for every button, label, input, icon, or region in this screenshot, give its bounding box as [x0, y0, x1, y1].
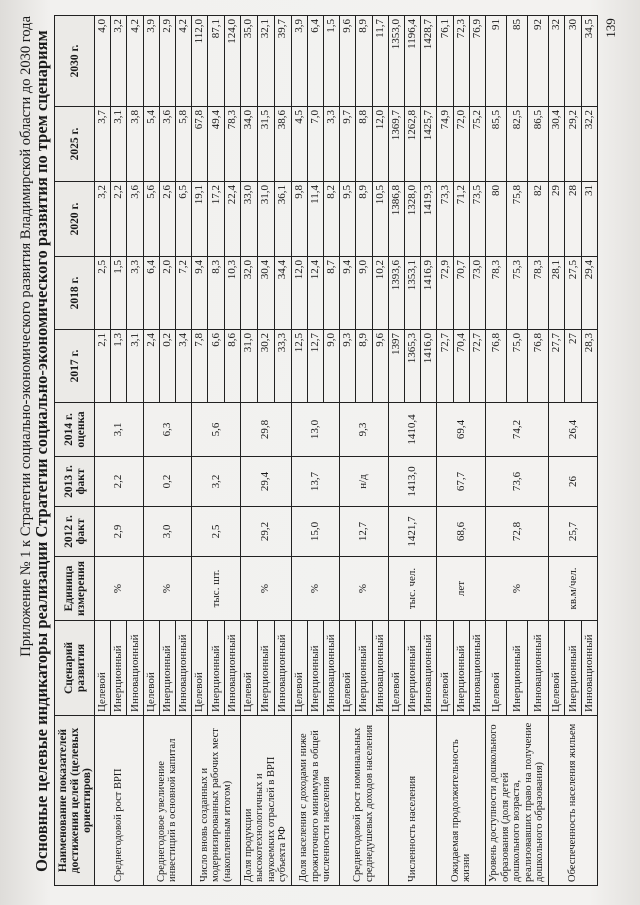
value-2025: 3,8	[127, 107, 143, 182]
unit-cell: %	[143, 557, 192, 621]
value-2014: 5,6	[192, 403, 241, 457]
value-2030: 34,5	[581, 16, 597, 107]
value-2030: 35,0	[240, 16, 257, 107]
value-2020: 31	[581, 182, 597, 257]
value-2025: 74,9	[437, 107, 453, 182]
unit-cell: кв.м/чел.	[549, 557, 598, 621]
value-2017: 75,0	[507, 330, 528, 403]
value-2030: 1428,7	[421, 16, 437, 107]
value-2030: 2,9	[159, 16, 175, 107]
value-2020: 33,0	[240, 182, 257, 257]
value-2025: 31,5	[257, 107, 274, 182]
value-2012: 15,0	[291, 507, 340, 557]
value-2030: 91	[486, 16, 507, 107]
table-row	[192, 16, 208, 886]
value-2020: 82	[528, 182, 549, 257]
value-2013: н/д	[340, 457, 389, 507]
value-2025: 67,8	[192, 107, 208, 182]
value-2014: 13,0	[291, 403, 340, 457]
value-2017: 9,0	[323, 330, 339, 403]
value-2030: 112,0	[192, 16, 208, 107]
value-2020: 8,2	[323, 182, 339, 257]
value-2018: 6,4	[143, 257, 159, 330]
value-2018: 30,4	[257, 257, 274, 330]
unit-cell: %	[340, 557, 389, 621]
value-2017: 9,6	[372, 330, 388, 403]
value-2025: 75,2	[469, 107, 485, 182]
value-2018: 73,0	[469, 257, 485, 330]
scenario-name: Целевой	[437, 621, 453, 716]
scenario-name: Целевой	[192, 621, 208, 716]
value-2025: 29,2	[565, 107, 581, 182]
value-2030: 124,0	[224, 16, 240, 107]
value-2025: 82,5	[507, 107, 528, 182]
value-2017: 8,6	[224, 330, 240, 403]
value-2025: 38,6	[274, 107, 291, 182]
indicator-name: Численность населения	[388, 716, 437, 886]
value-2025: 5,8	[176, 107, 192, 182]
scenario-name: Целевой	[388, 621, 404, 716]
value-2017: 27	[565, 330, 581, 403]
value-2020: 75,8	[507, 182, 528, 257]
scenario-name: Инерционный	[565, 621, 581, 716]
value-2025: 4,5	[291, 107, 307, 182]
header-2014: 2014 г. оценка	[55, 403, 95, 457]
value-2012: 25,7	[549, 507, 598, 557]
document-title: Основные целевые индикаторы реализации Стратегии социально-экономического развития по трем сценариям	[32, 30, 51, 872]
value-2020: 8,9	[356, 182, 372, 257]
scenario-name: Инерционный	[453, 621, 469, 716]
value-2017: 12,7	[307, 330, 323, 403]
scenario-name: Инерционный	[307, 621, 323, 716]
value-2030: 76,9	[469, 16, 485, 107]
value-2018: 8,3	[208, 257, 224, 330]
value-2017: 7,8	[192, 330, 208, 403]
value-2013: 0,2	[143, 457, 192, 507]
value-2020: 73,3	[437, 182, 453, 257]
value-2017: 1397	[388, 330, 404, 403]
value-2018: 75,3	[507, 257, 528, 330]
unit-cell: лет	[437, 557, 486, 621]
value-2020: 6,5	[176, 182, 192, 257]
value-2018: 1393,6	[388, 257, 404, 330]
value-2013: 29,4	[240, 457, 291, 507]
value-2018: 10,2	[372, 257, 388, 330]
value-2013: 73,6	[486, 457, 549, 507]
value-2020: 9,8	[291, 182, 307, 257]
value-2012: 68,6	[437, 507, 486, 557]
value-2020: 2,2	[111, 182, 127, 257]
indicator-name: Доля населения с доходами ниже прожиточного минимума в общей численности населения	[291, 716, 340, 886]
value-2017: 8,9	[356, 330, 372, 403]
value-2013: 2,2	[95, 457, 144, 507]
value-2025: 3,6	[159, 107, 175, 182]
value-2030: 3,9	[143, 16, 159, 107]
value-2030: 92	[528, 16, 549, 107]
table-row	[95, 16, 111, 886]
scenario-name: Целевой	[340, 621, 356, 716]
unit-cell: %	[240, 557, 291, 621]
value-2018: 8,7	[323, 257, 339, 330]
value-2017: 1365,3	[405, 330, 421, 403]
value-2017: 28,3	[581, 330, 597, 403]
value-2020: 3,2	[95, 182, 111, 257]
value-2018: 78,3	[528, 257, 549, 330]
table-body	[95, 16, 598, 886]
header-2025: 2025 г.	[55, 107, 95, 182]
value-2017: 33,3	[274, 330, 291, 403]
value-2018: 29,4	[581, 257, 597, 330]
value-2017: 0,2	[159, 330, 175, 403]
value-2030: 4,2	[176, 16, 192, 107]
value-2025: 3,7	[95, 107, 111, 182]
value-2018: 34,4	[274, 257, 291, 330]
header-scenario: Сценарий развития	[55, 621, 95, 716]
value-2018: 12,0	[291, 257, 307, 330]
value-2018: 27,5	[565, 257, 581, 330]
value-2020: 22,4	[224, 182, 240, 257]
header-2013: 2013 г. факт	[55, 457, 95, 507]
value-2025: 86,5	[528, 107, 549, 182]
scenario-name: Целевой	[95, 621, 111, 716]
scenario-name: Инерционный	[356, 621, 372, 716]
value-2030: 8,9	[356, 16, 372, 107]
value-2017: 72,7	[469, 330, 485, 403]
value-2017: 70,4	[453, 330, 469, 403]
value-2030: 85	[507, 16, 528, 107]
table-row	[549, 16, 565, 886]
table-row	[388, 16, 404, 886]
value-2014: 29,8	[240, 403, 291, 457]
value-2012: 72,8	[486, 507, 549, 557]
indicators-table	[54, 15, 598, 886]
value-2025: 3,1	[111, 107, 127, 182]
scenario-name: Инерционный	[507, 621, 528, 716]
scenario-name: Инерционный	[257, 621, 274, 716]
value-2018: 1,5	[111, 257, 127, 330]
page-number: 139	[603, 18, 618, 38]
scenario-name: Целевой	[486, 621, 507, 716]
value-2017: 3,4	[176, 330, 192, 403]
value-2017: 1416,0	[421, 330, 437, 403]
header-2017: 2017 г.	[55, 330, 95, 403]
value-2025: 34,0	[240, 107, 257, 182]
value-2018: 7,2	[176, 257, 192, 330]
value-2025: 72,0	[453, 107, 469, 182]
scenario-name: Инновационный	[528, 621, 549, 716]
value-2017: 2,1	[95, 330, 111, 403]
value-2012: 12,7	[340, 507, 389, 557]
value-2025: 78,3	[224, 107, 240, 182]
value-2030: 3,9	[291, 16, 307, 107]
value-2013: 13,7	[291, 457, 340, 507]
value-2017: 3,1	[127, 330, 143, 403]
value-2020: 31,0	[257, 182, 274, 257]
value-2030: 1,5	[323, 16, 339, 107]
indicator-name: Уровень доступности дошкольного образования (доля детей дошкольного возраста, реализовавших право на получение дошкольного образования)	[486, 716, 549, 886]
value-2012: 3,0	[143, 507, 192, 557]
value-2025: 8,8	[356, 107, 372, 182]
value-2020: 73,5	[469, 182, 485, 257]
value-2014: 74,2	[486, 403, 549, 457]
value-2018: 2,0	[159, 257, 175, 330]
value-2020: 1386,8	[388, 182, 404, 257]
value-2013: 1413,0	[388, 457, 437, 507]
value-2018: 70,7	[453, 257, 469, 330]
scenario-name: Целевой	[143, 621, 159, 716]
value-2018: 3,3	[127, 257, 143, 330]
value-2018: 1416,9	[421, 257, 437, 330]
value-2025: 32,2	[581, 107, 597, 182]
value-2017: 1,3	[111, 330, 127, 403]
value-2030: 32,1	[257, 16, 274, 107]
unit-cell: %	[291, 557, 340, 621]
unit-cell: тыс. шт.	[192, 557, 241, 621]
scenario-name: Инновационный	[372, 621, 388, 716]
scenario-name: Целевой	[549, 621, 565, 716]
value-2025: 5,4	[143, 107, 159, 182]
indicator-name: Число вновь созданных и модернизированных рабочих мест (накопленным итогом)	[192, 716, 241, 886]
value-2018: 32,0	[240, 257, 257, 330]
scenario-name: Целевой	[240, 621, 257, 716]
value-2020: 80	[486, 182, 507, 257]
scenario-name: Инновационный	[421, 621, 437, 716]
value-2012: 1421,7	[388, 507, 437, 557]
value-2020: 3,6	[127, 182, 143, 257]
scenario-name: Инерционный	[405, 621, 421, 716]
value-2017: 31,0	[240, 330, 257, 403]
table-row	[437, 16, 453, 886]
value-2025: 12,0	[372, 107, 388, 182]
value-2020: 1419,3	[421, 182, 437, 257]
value-2025: 3,3	[323, 107, 339, 182]
indicator-name: Среднегодовое увеличение инвестиций в основной капитал	[143, 716, 192, 886]
value-2018: 2,5	[95, 257, 111, 330]
indicator-name: Среднегодовой рост ВРП	[95, 716, 144, 886]
value-2020: 2,6	[159, 182, 175, 257]
value-2014: 69,4	[437, 403, 486, 457]
header-2018: 2018 г.	[55, 257, 95, 330]
scenario-name: Инновационный	[127, 621, 143, 716]
value-2014: 26,4	[549, 403, 598, 457]
scenario-name: Инновационный	[224, 621, 240, 716]
value-2025: 49,4	[208, 107, 224, 182]
value-2030: 30	[565, 16, 581, 107]
value-2020: 29	[549, 182, 565, 257]
value-2030: 11,7	[372, 16, 388, 107]
value-2020: 11,4	[307, 182, 323, 257]
value-2014: 9,3	[340, 403, 389, 457]
value-2025: 1262,8	[405, 107, 421, 182]
table-row	[486, 16, 507, 886]
scenario-name: Инерционный	[111, 621, 127, 716]
value-2030: 1196,4	[405, 16, 421, 107]
value-2018: 72,9	[437, 257, 453, 330]
value-2030: 6,4	[307, 16, 323, 107]
value-2017: 76,8	[528, 330, 549, 403]
header-2030: 2030 г.	[55, 16, 95, 107]
rotated-content	[18, 16, 603, 886]
appendix-note: Приложение № 1 к Стратегии социально-экономического развития Владимирской области до 2030 года	[18, 16, 34, 657]
value-2017: 2,4	[143, 330, 159, 403]
value-2025: 9,7	[340, 107, 356, 182]
scenario-name: Инновационный	[581, 621, 597, 716]
value-2020: 1328,0	[405, 182, 421, 257]
table-row	[291, 16, 307, 886]
value-2030: 4,2	[127, 16, 143, 107]
value-2020: 19,1	[192, 182, 208, 257]
value-2030: 1353,0	[388, 16, 404, 107]
indicator-name: Обеспеченность населения жильем	[549, 716, 598, 886]
value-2020: 36,1	[274, 182, 291, 257]
table-row	[143, 16, 159, 886]
value-2030: 72,3	[453, 16, 469, 107]
unit-cell: %	[95, 557, 144, 621]
value-2017: 76,8	[486, 330, 507, 403]
value-2018: 9,4	[340, 257, 356, 330]
value-2030: 3,2	[111, 16, 127, 107]
scenario-name: Инновационный	[176, 621, 192, 716]
value-2014: 1410,4	[388, 403, 437, 457]
value-2030: 9,6	[340, 16, 356, 107]
value-2030: 39,7	[274, 16, 291, 107]
indicator-name: Среднегодовой рост номинальных среднедушевых доходов населения	[340, 716, 389, 886]
unit-cell: %	[486, 557, 549, 621]
scenario-name: Целевой	[291, 621, 307, 716]
value-2014: 6,3	[143, 403, 192, 457]
unit-cell: тыс. чел.	[388, 557, 437, 621]
value-2030: 32	[549, 16, 565, 107]
header-2012: 2012 г. факт	[55, 507, 95, 557]
value-2012: 2,9	[95, 507, 144, 557]
value-2017: 30,2	[257, 330, 274, 403]
value-2025: 30,4	[549, 107, 565, 182]
value-2018: 10,3	[224, 257, 240, 330]
value-2012: 29,2	[240, 507, 291, 557]
scenario-name: Инерционный	[208, 621, 224, 716]
header-unit: Единица измерения	[55, 557, 95, 621]
value-2020: 9,5	[340, 182, 356, 257]
header-indicator: Наименование показателей достижения целей (целевых ориентиров)	[55, 716, 95, 886]
value-2017: 12,5	[291, 330, 307, 403]
value-2013: 67,7	[437, 457, 486, 507]
value-2017: 9,3	[340, 330, 356, 403]
value-2013: 26	[549, 457, 598, 507]
value-2025: 7,0	[307, 107, 323, 182]
value-2018: 9,0	[356, 257, 372, 330]
scenario-name: Инновационный	[274, 621, 291, 716]
table-row	[240, 16, 257, 886]
indicator-name: Ожидаемая продолжительность жизни	[437, 716, 486, 886]
value-2020: 17,2	[208, 182, 224, 257]
value-2013: 3,2	[192, 457, 241, 507]
header-row	[55, 16, 95, 886]
scenario-name: Инновационный	[323, 621, 339, 716]
table-row	[340, 16, 356, 886]
value-2030: 76,1	[437, 16, 453, 107]
header-2020: 2020 г.	[55, 182, 95, 257]
value-2018: 78,3	[486, 257, 507, 330]
value-2017: 27,7	[549, 330, 565, 403]
value-2025: 1369,7	[388, 107, 404, 182]
value-2018: 9,4	[192, 257, 208, 330]
value-2018: 28,1	[549, 257, 565, 330]
value-2014: 3,1	[95, 403, 144, 457]
value-2017: 6,6	[208, 330, 224, 403]
value-2020: 5,6	[143, 182, 159, 257]
value-2025: 1425,7	[421, 107, 437, 182]
value-2030: 87,1	[208, 16, 224, 107]
value-2017: 72,7	[437, 330, 453, 403]
value-2020: 10,5	[372, 182, 388, 257]
value-2030: 4,0	[95, 16, 111, 107]
value-2020: 28	[565, 182, 581, 257]
value-2018: 1353,1	[405, 257, 421, 330]
value-2025: 85,5	[486, 107, 507, 182]
value-2018: 12,4	[307, 257, 323, 330]
value-2012: 2,5	[192, 507, 241, 557]
scenario-name: Инерционный	[159, 621, 175, 716]
value-2020: 71,2	[453, 182, 469, 257]
scenario-name: Инновационный	[469, 621, 485, 716]
indicator-name: Доля продукции высокотехнологичных и наукоемких отраслей в ВРП субъекта РФ	[240, 716, 291, 886]
